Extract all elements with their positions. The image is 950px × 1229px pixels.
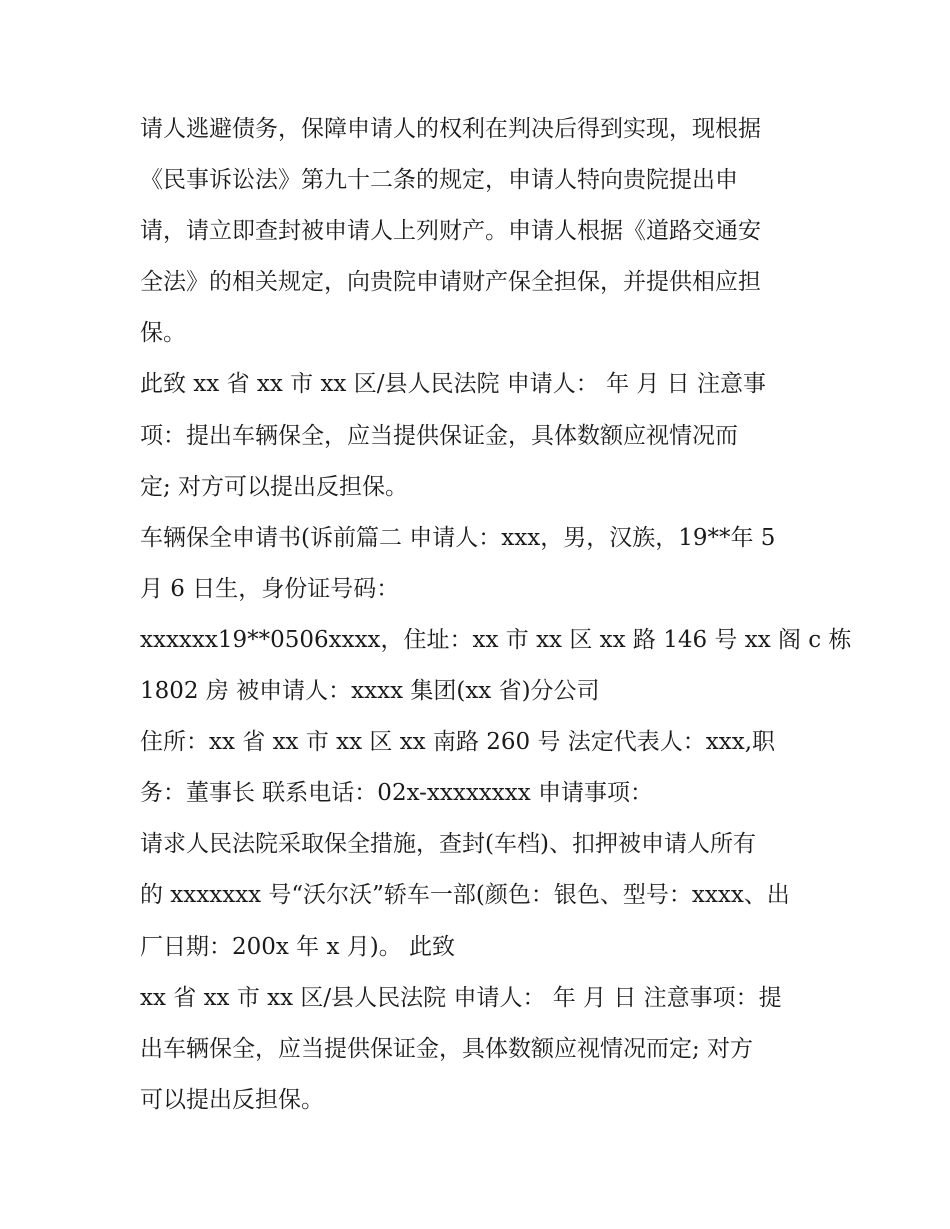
text-line: 车辆保全申请书(诉前篇二 申请人：xxx，男，汉族，19**年 5 xyxy=(140,524,776,551)
text-line: 此致 xx 省 xx 市 xx 区/县人民法院 申请人： 年 月 日 注意事 xyxy=(140,371,766,398)
document-body xyxy=(140,104,852,1126)
text-line: 保。 xyxy=(140,320,186,347)
text-line: 项：提出车辆保全，应当提供保证金，具体数额应视情况而 xyxy=(140,422,738,449)
text-line: 月 6 日生，身份证号码： xyxy=(140,575,400,602)
text-line: 厂日期：200x 年 x 月)。 此致 xyxy=(140,933,456,960)
text-line: 请求人民法院采取保全措施，查封(车档)、扣押被申请人所有 xyxy=(140,831,756,858)
text-line: 请人逃避债务，保障申请人的权利在判决后得到实现，现根据 xyxy=(140,116,761,142)
text-line: 1802 房 被申请人：xxxx 集团(xx 省)分公司 xyxy=(140,678,600,705)
text-line: 定; 对方可以提出反担保。 xyxy=(140,473,409,500)
text-line: 出车辆保全，应当提供保证金，具体数额应视情况而定; 对方 xyxy=(140,1035,754,1062)
text-line: 务：董事长 联系电话：02x-xxxxxxxx 申请事项： xyxy=(140,780,653,807)
text-line: 全法》的相关规定，向贵院申请财产保全担保，并提供相应担 xyxy=(140,269,761,296)
text-line: 《民事诉讼法》第九十二条的规定，申请人特向贵院提出申 xyxy=(140,167,738,194)
text-line: xxxxxx19**0506xxxx，住址：xx 市 xx 区 xx 路 146 号 xx 阁 c 栋 xyxy=(140,626,852,653)
text-line: 住所：xx 省 xx 市 xx 区 xx 南路 260 号 法定代表人：xxx,职 xyxy=(140,729,776,756)
text-line: 请，请立即查封被申请人上列财产。申请人根据《道路交通安 xyxy=(140,218,761,245)
text-line: 可以提出反担保。 xyxy=(140,1086,324,1113)
text-line: xx 省 xx 市 xx 区/县人民法院 申请人： 年 月 日 注意事项：提 xyxy=(140,984,782,1011)
text-line: 的 xxxxxxx 号“沃尔沃”轿车一部(颜色：银色、型号：xxxx、出 xyxy=(140,882,790,909)
